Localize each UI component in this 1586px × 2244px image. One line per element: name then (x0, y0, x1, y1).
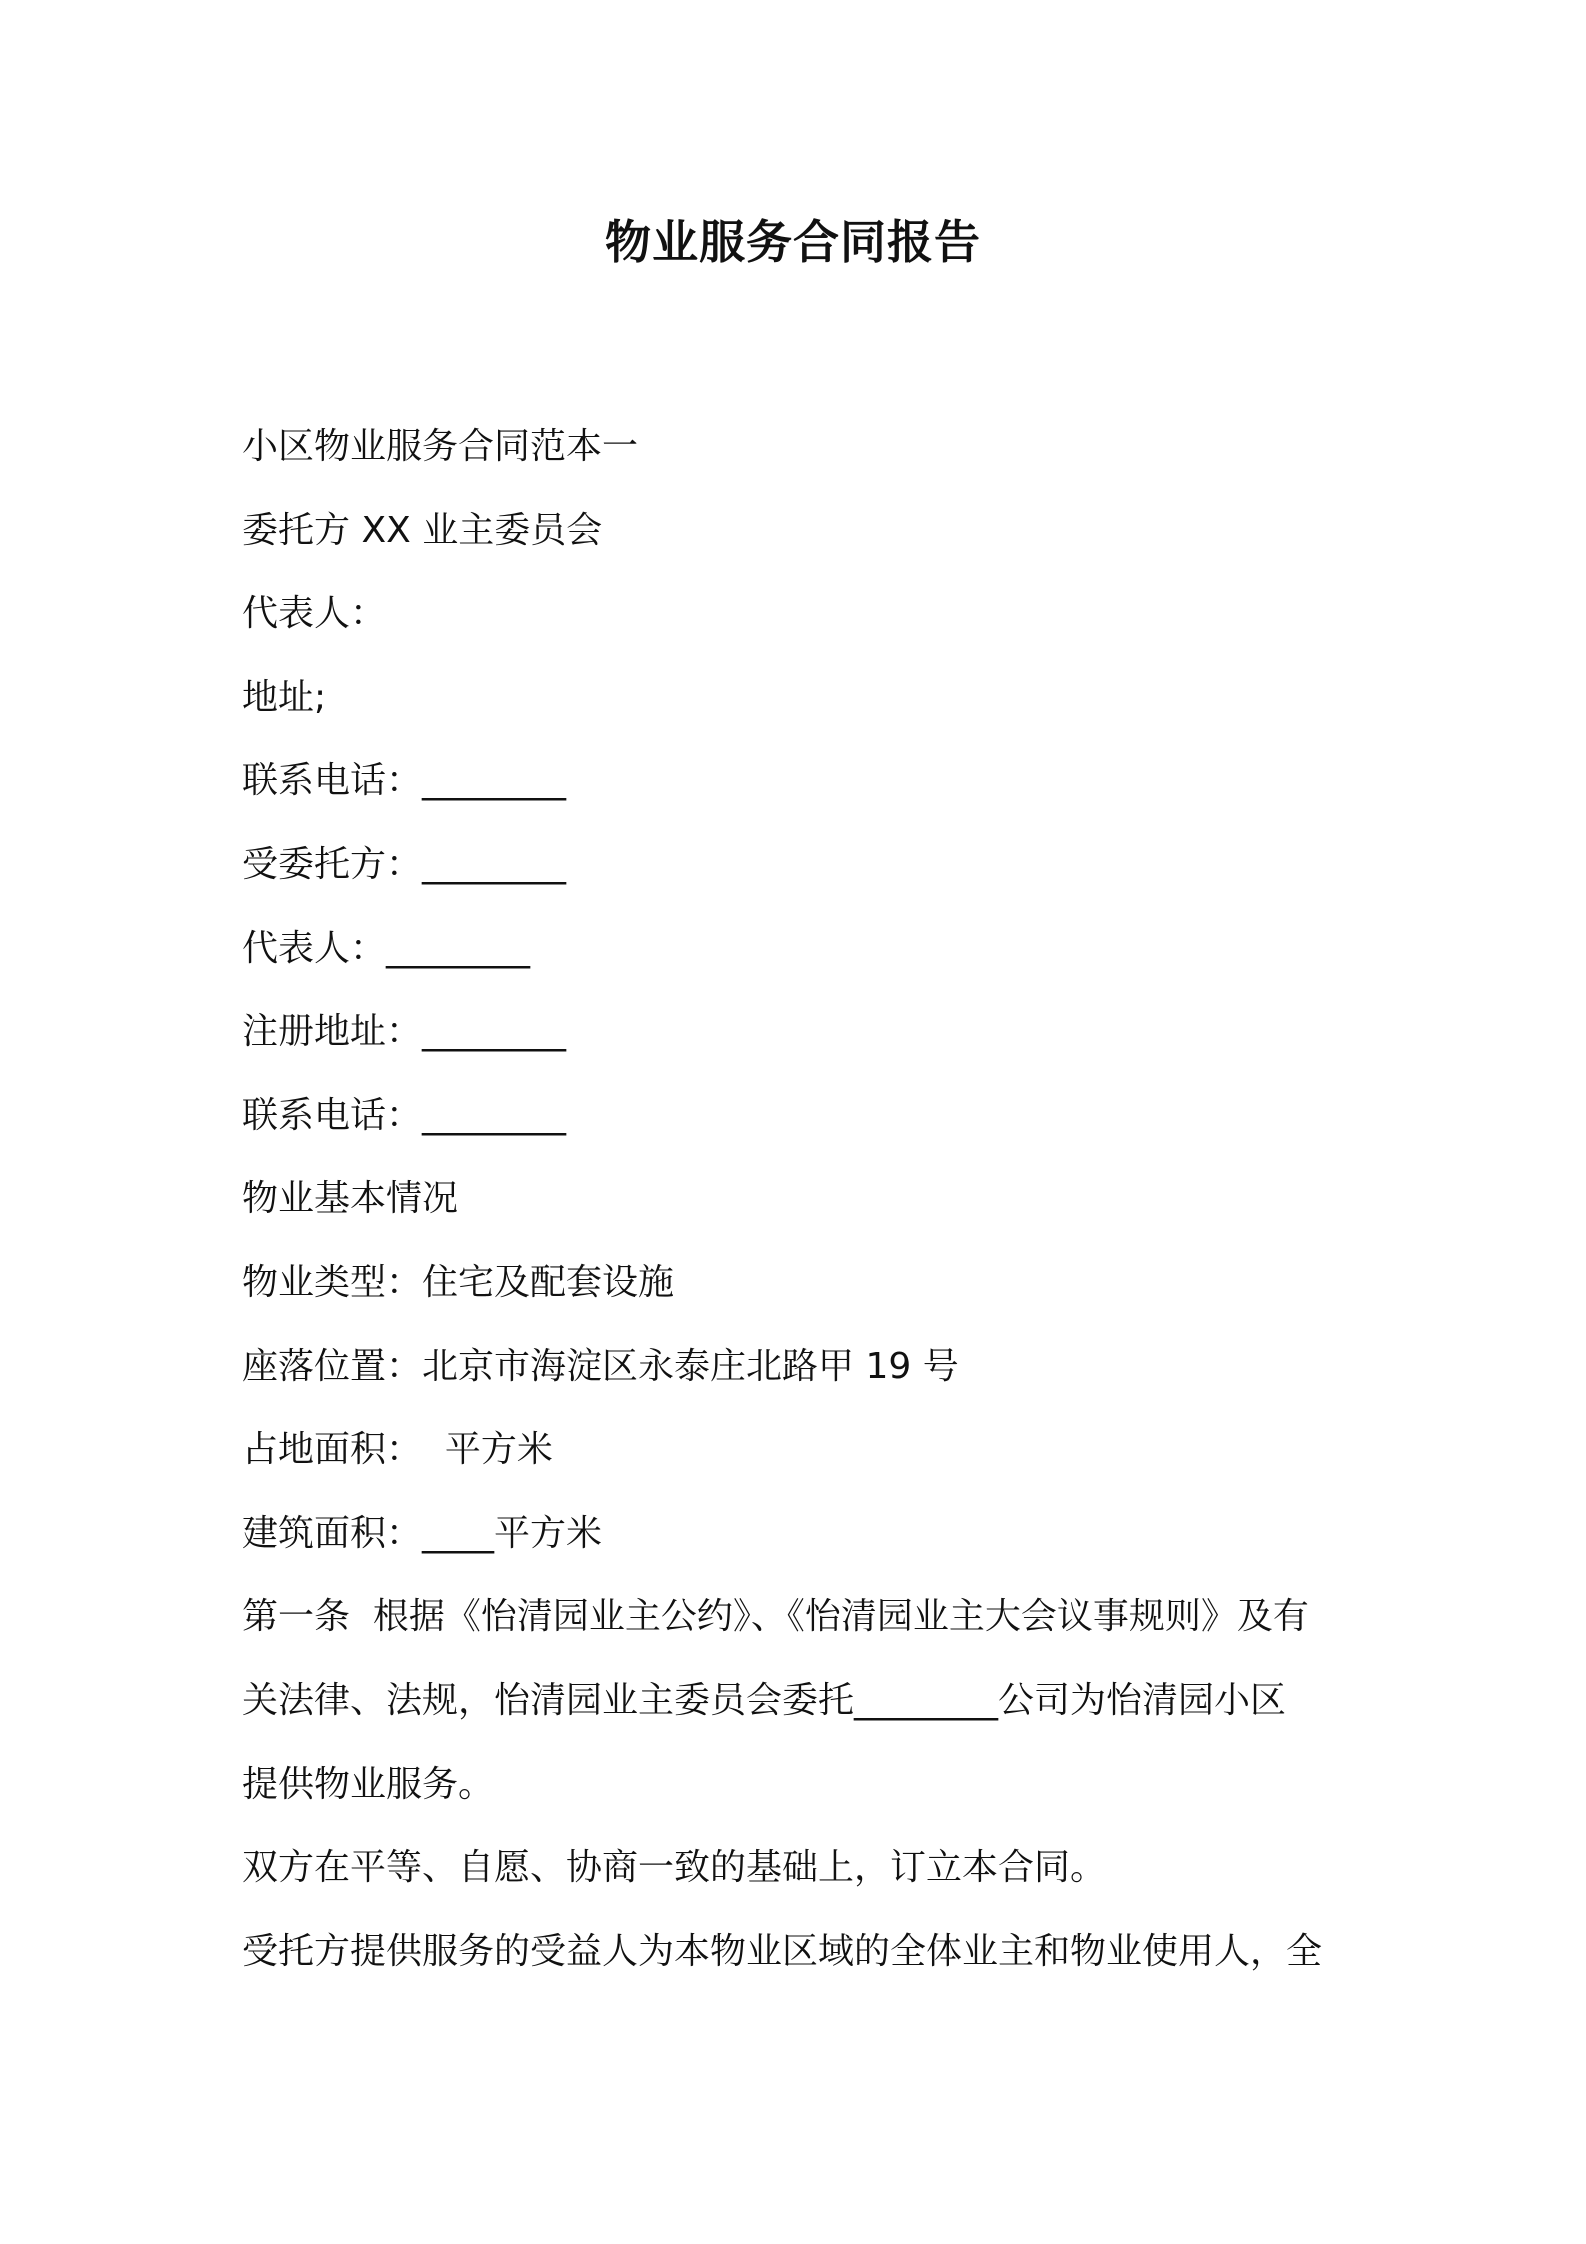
line-article-one-part3: 提供物业服务。 (242, 1763, 495, 1805)
line-client-representative: 代表人： (242, 593, 387, 635)
line-equal-basis: 双方在平等、自愿、协商一致的基础上，订立本合同。 (242, 1847, 1107, 1889)
line-property-location: 座落位置：北京市海淀区永泰庄北路甲 19 号 (242, 1345, 959, 1387)
line-contractor-party: 受委托方：________ (242, 843, 567, 885)
line-property-type: 物业类型：住宅及配套设施 (242, 1261, 675, 1303)
line-client-address: 地址; (242, 676, 327, 718)
line-beneficiaries: 受托方提供服务的受益人为本物业区域的全体业主和物业使用人，全 (242, 1930, 1323, 1972)
line-building-area: 建筑面积：____平方米 (242, 1512, 603, 1554)
line-article-one-part2: 关法律、法规，怡清园业主委员会委托________公司为怡清园小区 (242, 1679, 1287, 1721)
line-contractor-representative: 代表人：________ (242, 927, 531, 969)
line-client-party: 委托方 XX 业主委员会 (242, 509, 603, 551)
line-registered-address: 注册地址：________ (242, 1011, 567, 1053)
document-body (242, 405, 1362, 1993)
line-contractor-phone: 联系电话：________ (242, 1094, 567, 1136)
line-land-area: 占地面积： 平方米 (242, 1429, 553, 1471)
line-article-one-part1: 第一条 根据《怡清园业主公约》、《怡清园业主大会议事规则》及有 (242, 1596, 1309, 1638)
line-contract-template-heading: 小区物业服务合同范本一 (242, 426, 639, 467)
line-property-basics-heading: 物业基本情况 (242, 1178, 459, 1220)
line-client-phone: 联系电话：________ (242, 760, 567, 802)
document-title: 物业服务合同报告 (605, 215, 981, 269)
